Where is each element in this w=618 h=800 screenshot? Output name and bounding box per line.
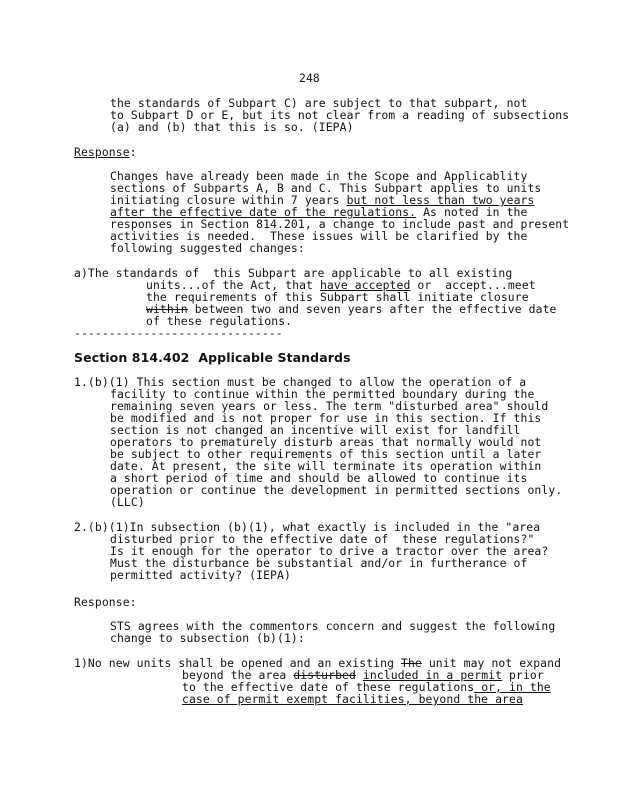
inserted-text: but not less than two years [346,193,535,207]
text-run: or accept...meet [410,278,536,292]
text-line: the requirements of this Subpart shall initiate closure [146,290,529,304]
text-line: case of permit exempt facilities, beyond the area [182,692,523,706]
text-line: 2.(b)(1)In subsection (b)(1), what exactly is included in the "area [74,520,541,534]
response-heading [74,146,137,158]
text-line: activities is needed. These issues will be clarified by the [110,229,528,243]
text-line: facility to continue within the permitted boundary during the [110,387,535,401]
text-line: be subject to other requirements of this section until a later [110,447,542,461]
text-run: beyond the area [182,668,294,682]
text-run: units...of the Act, that [146,278,320,292]
text-run: unit may not expand [421,656,562,670]
text-run: initiating closure within 7 years [110,193,347,207]
text-line: a short period of time and should be allowed to continue its [110,471,528,485]
response-heading: Response: [74,595,137,609]
inserted-text: or, in the [474,680,551,694]
page-number: 248 [299,71,320,85]
text-line: remaining seven years or less. The term "disturbed area" should [110,399,549,413]
text-line: change to subsection (b)(1): [110,631,305,645]
text-line: (a) and (b) that this is so. (IEPA) [110,120,354,134]
text-line: Changes have already been made in the Scope and Applicablity [110,169,528,183]
text-line: to Subpart D or E, but its not clear from a reading of subsections [110,108,570,122]
text-run: prior [502,668,544,682]
inserted-text: included in a permit [362,668,503,682]
text-line: be modified and is not proper for use in this section. If this [110,411,542,425]
response-label: Response [74,145,130,159]
text-line: sections of Subparts A, B and C. This Subpart applies to units [110,181,542,195]
text-run: to the effective date of these regulations [182,680,475,694]
text-run: 1)No new units shall be opened and an existing [74,656,402,670]
inserted-text: after the effective date of the regulations. [110,205,417,219]
text-line: (LLC) [110,495,145,509]
text-line: operation or continue the development in permitted sections only. [110,483,563,497]
text-line: Is it enough for the operator to drive a tractor over the area? [110,544,549,558]
text-line: STS agrees with the commentors concern and suggest the following [110,619,556,633]
deleted-text: The [401,656,422,670]
divider: ------------------------------ [74,326,283,340]
response-colon: : [129,145,137,159]
deleted-text: disturbed [293,668,356,682]
text-line: operators to prematurely disturb areas that normally would not [110,435,542,449]
text-run: As noted in the [416,205,528,219]
inserted-text: have accepted [319,278,411,292]
text-line: responses in Section 814.201, a change to include past and present [110,217,570,231]
text-line: of these regulations. [146,314,293,328]
text-line: the standards of Subpart C) are subject to that subpart, not [110,96,528,110]
text-line: disturbed prior to the effective date of these regulations?" [110,532,535,546]
text-run: between two and seven years after the effective date [187,302,557,316]
section-heading: Section 814.402 Applicable Standards [74,350,351,365]
text-line: 1.(b)(1) This section must be changed to allow the operation of a [74,375,527,389]
text-line: date. At present, the site will terminate its operation within [110,459,542,473]
text-line: section is not changed an incentive will exist for landfill [110,423,521,437]
text-line: a)The standards of this Subpart are applicable to all existing [74,266,513,280]
text-line: permitted activity? (IEPA) [110,568,291,582]
deleted-text: within [146,302,188,316]
text-line: following suggested changes: [110,241,305,255]
text-line: Must the disturbance be substantial and/or in furtherance of [110,556,528,570]
